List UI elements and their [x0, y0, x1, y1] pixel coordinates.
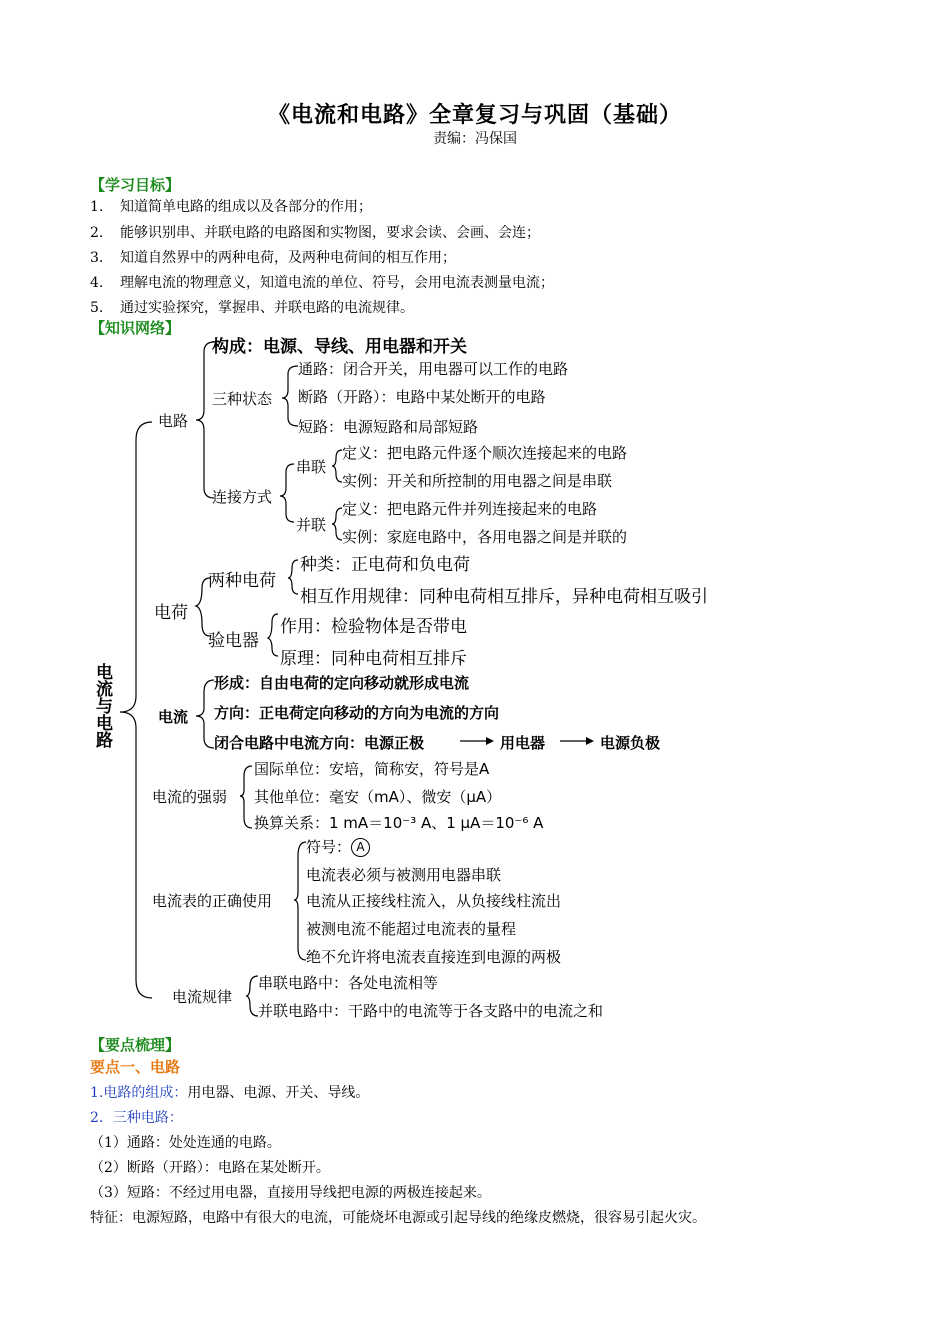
- parallel-brace: [332, 508, 342, 540]
- state-item: 短路：电源短路和局部短路: [298, 418, 479, 436]
- editor-line: 责编：冯保国: [433, 131, 517, 147]
- strength-item: 其他单位：毫安（mA）、微安（μA）: [254, 788, 502, 806]
- current-formation: 形成：自由电荷的定向移动就形成电流: [214, 674, 470, 692]
- parallel-item: 实例：家庭电路中，各用电器之间是并联的: [342, 528, 628, 546]
- law-item: 串联电路中：各处电流相等: [258, 974, 439, 992]
- circuit-type-item: （3）短路：不经过用电器，直接用导线把电源的两极连接起来。: [90, 1185, 491, 1201]
- connection-brace: [280, 464, 294, 522]
- composition-line: [90, 1082, 369, 1102]
- state-item: 通路：闭合开关，用电器可以工作的电路: [298, 360, 569, 378]
- composition-label: 1.电路的组成：: [90, 1085, 188, 1101]
- state-item: 断路（开路）：电路中某处断开的电路: [298, 388, 546, 406]
- arrow-head-1: [486, 737, 494, 745]
- ammeter-item: 电流从正接线柱流入，从负接线柱流出: [306, 892, 562, 910]
- circuit-label: 电路: [158, 412, 189, 430]
- three-circuits-heading: 2．三种电路：: [90, 1110, 183, 1126]
- ammeter-symbol-icon: A: [351, 838, 370, 857]
- current-closed-mid: 用电器: [500, 734, 546, 752]
- composition-text: 用电器、电源、开关、导线。: [187, 1085, 370, 1101]
- current-direction: 方向：正电荷定向移动的方向为电流的方向: [214, 704, 500, 722]
- network-heading: 【知识网络】: [90, 319, 181, 337]
- series-item: 定义：把电路元件逐个顺次连接起来的电路: [342, 444, 628, 462]
- ammeter-item: 被测电流不能超过电流表的量程: [306, 920, 517, 938]
- ammeter-symbol-row: [306, 836, 370, 857]
- two-charges-label: 两种电荷: [208, 571, 276, 591]
- circuit-type-item: （1）通路：处处连通的电路。: [90, 1135, 281, 1151]
- strength-item: 国际单位：安培，简称安，符号是A: [254, 760, 490, 778]
- page-title: 《电流和电路》全章复习与巩固（基础）: [267, 103, 682, 128]
- electroscope-item: 原理：同种电荷相互排斥: [280, 649, 467, 669]
- series-label: 串联: [296, 458, 327, 476]
- circuit-composition: 构成：电源、导线、用电器和开关: [212, 337, 467, 357]
- objective-item: 1. 知道简单电路的组成以及各部分的作用；: [90, 199, 372, 215]
- series-brace: [332, 450, 342, 482]
- strength-item: 换算关系：1 mA＝10⁻³ A、1 μA＝10⁻⁶ A: [254, 814, 544, 832]
- point-one-heading: 要点一、电路: [90, 1058, 181, 1076]
- electroscope-label: 验电器: [208, 631, 259, 651]
- circuit-brace: [196, 342, 214, 498]
- circuit-type-item: （2）断路（开路）：电路在某处断开。: [90, 1160, 330, 1176]
- law-item: 并联电路中：干路中的电流等于各支路中的电流之和: [258, 1002, 604, 1020]
- current-closed-end: 电源负极: [600, 734, 661, 752]
- two-charges-item: 种类：正电荷和负电荷: [300, 555, 470, 575]
- mind-map-root: 电流与电路: [96, 663, 113, 751]
- ammeter-item: 电流表必须与被测用电器串联: [306, 866, 502, 884]
- objective-item: 3. 知道自然界中的两种电荷，及两种电荷间的相互作用；: [90, 250, 456, 266]
- feature-text: 特征：电源短路，电路中有很大的电流，可能烧坏电源或引起导线的绝缘皮燃烧，很容易引起火灾。: [90, 1210, 706, 1226]
- states-label: 三种状态: [212, 390, 273, 408]
- strength-label: 电流的强弱: [152, 788, 228, 806]
- ammeter-label: 电流表的正确使用: [152, 892, 273, 910]
- arrow-head-2: [586, 737, 594, 745]
- electroscope-brace: [268, 614, 278, 656]
- states-brace: [282, 366, 298, 426]
- objectives-heading: 【学习目标】: [90, 176, 181, 194]
- connection-label: 连接方式: [212, 488, 273, 506]
- law-label: 电流规律: [172, 988, 233, 1006]
- law-brace: [246, 976, 258, 1016]
- current-closed-prefix: 闭合电路中电流方向：电源正极: [214, 734, 425, 752]
- electroscope-item: 作用：检验物体是否带电: [280, 617, 467, 637]
- two-charges-item: 相互作用规律：同种电荷相互排斥，异种电荷相互吸引: [300, 587, 708, 607]
- objective-item: 5. 通过实验探究，掌握串、并联电路的电流规律。: [90, 300, 414, 316]
- current-brace: [196, 680, 214, 748]
- keypoints-heading: 【要点梳理】: [90, 1036, 181, 1054]
- two-charges-brace: [288, 560, 298, 594]
- charge-label: 电荷: [154, 603, 188, 623]
- ammeter-item: 绝不允许将电流表直接连到电源的两极: [306, 948, 562, 966]
- objective-item: 2. 能够识别串、并联电路的电路图和实物图，要求会读、会画、会连；: [90, 225, 540, 241]
- ammeter-brace: [294, 842, 306, 960]
- parallel-item: 定义：把电路元件并列连接起来的电路: [342, 500, 598, 518]
- series-item: 实例：开关和所控制的用电器之间是串联: [342, 472, 613, 490]
- root-brace: [120, 422, 152, 998]
- objective-item: 4. 理解电流的物理意义，知道电流的单位、符号，会用电流表测量电流；: [90, 275, 554, 291]
- strength-brace: [240, 766, 252, 828]
- ammeter-symbol-prefix: 符号：: [306, 838, 352, 856]
- current-label: 电流: [158, 708, 189, 726]
- parallel-label: 并联: [296, 516, 327, 534]
